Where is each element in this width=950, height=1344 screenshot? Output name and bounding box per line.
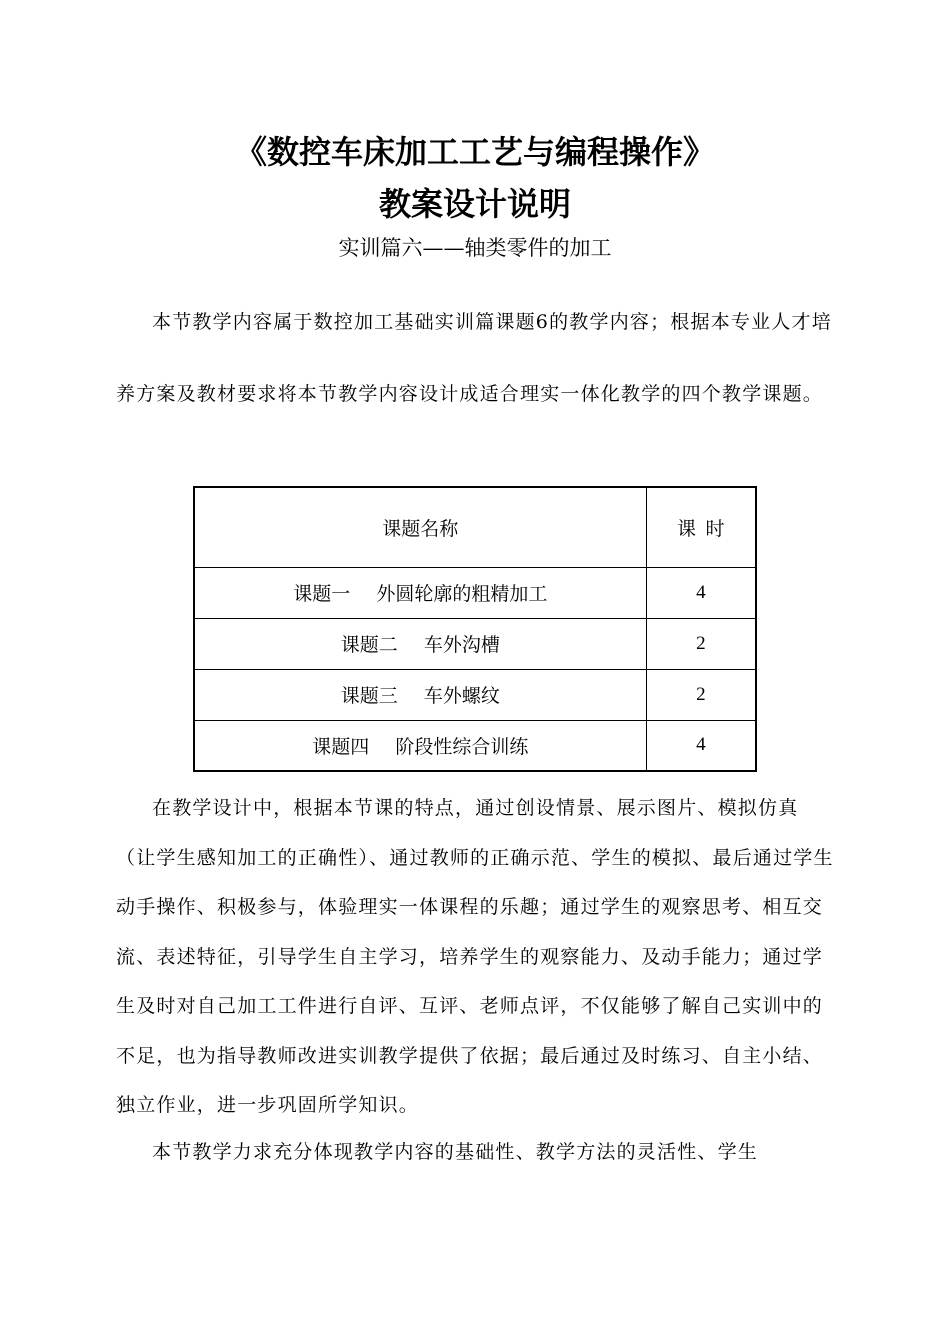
topic-id: 课题二 [340,635,398,656]
header-hours: 课 时 [646,487,756,567]
topic-cell [194,669,646,720]
topic-cell [194,720,646,771]
topic-name: 车外沟槽 [423,635,500,656]
topic-cell [194,618,646,669]
header-topic-name: 课题名称 [194,487,646,567]
design-paragraph: 在教学设计中，根据本节课的特点，通过创设情景、展示图片、模拟仿真（让学生感知加工的正确性）、通过教师的正确示范、学生的模拟、最后通过学生动手操作、积极参与，体验理实一体课程的乐趣；通过学生的观察思考、相互交流、表述特征，引导学生自主学习，培养学生的观察能力、及动手能力；通过学生及时对自己加工工件进行自评、互评、老师点评，不仅能够了解自己实训中的不足，也为指导教师改进实训教学提供了依据；最后通过及时练习、自主小结、独立作业，进一步巩固所学知识。 [116,797,834,1116]
hours-cell: 4 [646,720,756,771]
lesson-table [193,486,757,772]
topic-name: 车外螺纹 [423,686,500,707]
intro-paragraph: 本节教学内容属于数控加工基础实训篇课题6的教学内容；根据本专业人才培养方案及教材要求将本节教学内容设计成适合理实一体化教学的四个教学课题。 [116,311,832,405]
document-title: 《数控车床加工工艺与编程操作》 [234,133,715,171]
table-header-row [194,487,756,567]
topic-id: 课题三 [340,686,398,707]
hours-cell: 2 [646,669,756,720]
hours-cell: 4 [646,567,756,618]
document-subtitle: 实训篇六——轴类零件的加工 [338,236,612,260]
topic-id: 课题四 [312,736,370,758]
closing-paragraph: 本节教学力求充分体现教学内容的基础性、教学方法的灵活性、学生 [152,1141,759,1163]
table-row [194,720,756,771]
table-row [194,567,756,618]
document-title-line2: 教案设计说明 [378,185,571,223]
topic-name: 外圆轮廓的粗精加工 [376,584,548,605]
table-row [194,669,756,720]
hours-cell: 2 [646,618,756,669]
topic-cell [194,567,646,618]
table-row [194,618,756,669]
topic-name: 阶段性综合训练 [395,736,529,758]
topic-id: 课题一 [293,584,351,605]
